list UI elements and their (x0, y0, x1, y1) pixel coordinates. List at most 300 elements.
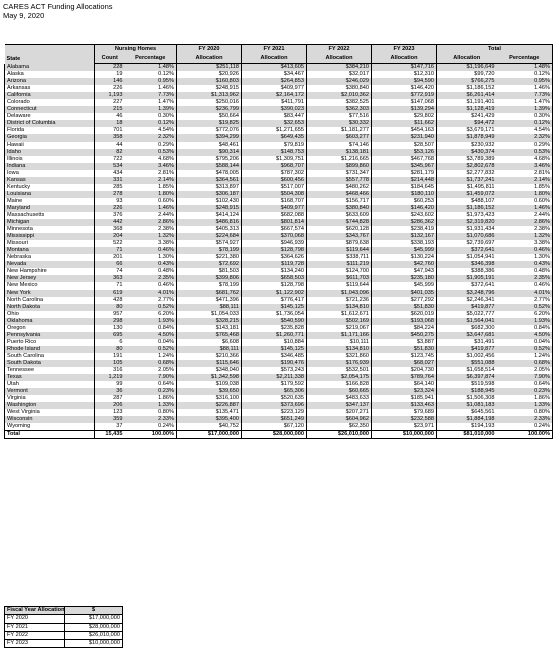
table-row (5, 92, 553, 99)
cell-fy2022: $77,516 (307, 113, 372, 120)
cell-state: Maine (5, 198, 95, 205)
table-row (5, 290, 553, 297)
cell-fy2022: $111,219 (307, 261, 372, 268)
cell-total-percentage: 0.48% (497, 268, 553, 275)
cell-fy2023: $231,940 (372, 134, 437, 141)
cell-fy2020: $224,684 (177, 233, 242, 240)
cell-fy2023: $47,943 (372, 268, 437, 275)
cell-total-allocation: $1,506,308 (466, 395, 495, 402)
cell-count: 37 (116, 423, 123, 430)
fy-label: FY 2023 (5, 640, 65, 648)
cell-count: 376 (113, 211, 123, 218)
cell-state: Hawaii (5, 142, 95, 149)
cell-count: 331 (95, 177, 125, 184)
cell-percentage: 1.47% (125, 99, 177, 106)
cell-fy2022: $380,840 (307, 205, 372, 212)
cell-total-allocation: $1,196,649 (437, 64, 497, 72)
cell-total-allocation: $1,054,941 (466, 254, 495, 261)
cell-total-percentage: 1.93% (497, 318, 553, 325)
cell-fy2022: $219,067 (307, 325, 372, 332)
cell-state: Mississippi (5, 233, 95, 240)
cell-percentage: 1.48% (125, 64, 177, 72)
cell-fy2020: $17,000,000 (177, 431, 242, 439)
cell-percentage: 0.12% (125, 120, 177, 127)
cell-percentage: 1.33% (125, 402, 177, 409)
cell-state: District of Columbia (5, 120, 95, 127)
cell-count: 695 (95, 332, 125, 339)
cell-count: 201 (113, 254, 123, 261)
cell-fy2021: $787,302 (242, 170, 307, 177)
cell-state: Texas (5, 374, 95, 381)
cell-fy2021: $411,791 (242, 99, 307, 106)
cell-fy2020: $316,100 (177, 395, 242, 402)
cell-total-allocation: $488,107 (471, 197, 495, 204)
cell-fy2021: $145,125 (242, 346, 307, 353)
cell-fy2021: $682,088 (242, 212, 307, 219)
cell-fy2023: $401,035 (372, 290, 437, 297)
cell-fy2020: $313,897 (177, 184, 242, 191)
cell-fy2022: $604,962 (307, 416, 372, 423)
fy-table-currency-header: $ (65, 607, 123, 615)
cell-total-percentage: 1.48% (497, 64, 553, 72)
cell-state: Montana (5, 247, 95, 254)
cell-count: 93 (116, 197, 123, 204)
cell-state: Alaska (5, 71, 95, 78)
cell-state: Virginia (5, 395, 95, 402)
cell-fy2022: $156,717 (307, 198, 372, 205)
cell-count: 442 (95, 219, 125, 226)
cell-percentage: 1.85% (125, 184, 177, 191)
cell-fy2023: $281,179 (372, 170, 437, 177)
cell-fy2022: $124,700 (307, 268, 372, 275)
column-header-fy2023-allocation: Allocation (372, 54, 437, 64)
cell-count: 105 (95, 360, 125, 367)
cell-total-percentage: 1.85% (497, 184, 553, 191)
column-header-state: State (5, 45, 95, 64)
cell-fy2021: $79,819 (242, 142, 307, 149)
cell-fy2022: $633,609 (307, 212, 372, 219)
cell-percentage: 0.52% (125, 304, 177, 311)
cell-total-allocation: $81,010,000 (437, 431, 497, 439)
column-header-total-allocation: Allocation (437, 54, 497, 64)
cell-fy2021: $776,417 (242, 297, 307, 304)
cell-percentage: 7.90% (125, 374, 177, 381)
cell-fy2020: $210,366 (177, 353, 242, 360)
cell-total-percentage: 2.33% (497, 416, 553, 423)
cell-total-percentage: 0.84% (497, 325, 553, 332)
cell-fy2020: $236,799 (177, 106, 242, 113)
report-header (3, 2, 113, 20)
cell-total-allocation: $188,945 (437, 388, 497, 395)
cell-fy2023: $146,420 (372, 205, 437, 212)
column-group-total: Total (437, 45, 553, 55)
cell-count: 428 (113, 296, 123, 303)
cell-fy2023: $23,971 (372, 423, 437, 431)
cell-fy2023: $132,167 (372, 233, 437, 240)
cell-percentage: 0.29% (125, 142, 177, 149)
column-header-fy2021: FY 2021 (242, 45, 307, 55)
cell-state: Illinois (5, 156, 95, 163)
cell-fy2020: $88,111 (177, 346, 242, 353)
table-row (5, 275, 553, 282)
cell-total-allocation: $3,789,389 (466, 155, 495, 162)
cell-state: Nebraska (5, 254, 95, 261)
cell-fy2023: $193,068 (372, 318, 437, 325)
cell-fy2021: $1,309,751 (242, 156, 307, 163)
cell-fy2021: $235,828 (242, 325, 307, 332)
cell-count: 6 (119, 338, 123, 345)
fy-table-row (5, 640, 123, 648)
cell-state: Oklahoma (5, 318, 95, 325)
cell-fy2023: $45,999 (372, 247, 437, 254)
cell-state: Michigan (5, 219, 95, 226)
cell-fy2021: $145,125 (242, 304, 307, 311)
cell-state: Ohio (5, 311, 95, 318)
cell-percentage: 7.73% (125, 92, 177, 99)
cell-count: 46 (116, 113, 123, 120)
cell-total-percentage: 0.30% (497, 113, 553, 120)
cell-total-percentage: 2.38% (497, 226, 553, 233)
cell-fy2023: $45,999 (372, 282, 437, 289)
cell-total-allocation: $94,472 (437, 120, 497, 127)
cell-fy2023: $23,324 (372, 388, 437, 395)
table-row (5, 374, 553, 381)
cell-fy2023: $64,140 (372, 381, 437, 388)
cell-fy2020: $795,206 (177, 156, 242, 163)
cell-fy2023: $133,463 (372, 402, 437, 409)
cell-state: Oregon (5, 325, 95, 332)
cell-total-allocation: $1,128,419 (437, 106, 497, 113)
cell-count: 522 (113, 240, 123, 247)
cell-percentage: 2.81% (125, 170, 177, 177)
cell-total-allocation: $1,186,152 (437, 205, 497, 212)
cell-fy2020: $471,396 (177, 297, 242, 304)
column-header-fy2022-allocation: Allocation (307, 54, 372, 64)
cell-fy2023: $3,887 (372, 339, 437, 346)
cell-fy2023: $243,602 (372, 212, 437, 219)
table-row (5, 254, 553, 261)
cell-fy2023: $147,716 (372, 64, 437, 72)
cell-state: Rhode Island (5, 346, 95, 353)
cell-total-allocation: $1,081,183 (437, 402, 497, 409)
cell-fy2021: $83,447 (242, 113, 307, 120)
cell-fy2022: $532,501 (307, 367, 372, 374)
cell-count: 215 (95, 106, 125, 113)
cell-total-percentage: 0.23% (497, 388, 553, 395)
cell-total-percentage: 0.52% (497, 304, 553, 311)
column-header-fy2021-allocation: Allocation (242, 54, 307, 64)
cell-fy2021: $134,240 (242, 268, 307, 275)
cell-percentage: 2.44% (125, 212, 177, 219)
cell-total-percentage: 7.90% (497, 374, 553, 381)
cell-total-percentage: 1.32% (497, 233, 553, 240)
cell-fy2023: $146,420 (372, 85, 437, 92)
cell-total-percentage: 1.33% (497, 402, 553, 409)
cell-fy2021: $65,306 (242, 388, 307, 395)
column-header-fy2023: FY 2023 (372, 45, 437, 55)
cell-fy2020: $306,187 (177, 191, 242, 198)
cell-fy2023: $180,110 (372, 191, 437, 198)
cell-count: 44 (116, 141, 123, 148)
cell-total-allocation: $2,277,832 (466, 169, 495, 176)
cell-fy2021: $346,485 (242, 353, 307, 360)
cell-percentage: 2.38% (125, 226, 177, 233)
cell-percentage: 2.32% (125, 134, 177, 141)
table-row (5, 191, 553, 198)
cell-fy2022: $321,860 (307, 353, 372, 360)
cell-fy2021: $520,635 (242, 395, 307, 402)
cell-state: New Hampshire (5, 268, 95, 275)
column-header-total-percentage: Percentage (497, 54, 553, 64)
cell-fy2022: $362,303 (307, 106, 372, 113)
cell-fy2023: $789,764 (372, 374, 437, 381)
cell-count: 316 (113, 367, 123, 374)
cell-percentage: 2.35% (125, 275, 177, 282)
cell-total-allocation: $551,088 (437, 360, 497, 367)
cell-fy2020: $348,040 (177, 367, 242, 374)
cell-fy2022: $611,703 (307, 275, 372, 282)
table-row (5, 71, 553, 78)
cell-fy2021: $409,977 (242, 205, 307, 212)
cell-total-percentage: 1.46% (497, 205, 553, 212)
table-row (5, 85, 553, 92)
cell-fy2022: $468,466 (307, 191, 372, 198)
cell-fy2021: $168,707 (242, 198, 307, 205)
cell-fy2020: $78,199 (177, 247, 242, 254)
cell-fy2021: $128,798 (242, 282, 307, 289)
cell-fy2020: $399,806 (177, 275, 242, 282)
cell-fy2020: $72,692 (177, 261, 242, 268)
cell-fy2023: $467,768 (372, 156, 437, 163)
cell-total-allocation: $372,641 (471, 282, 495, 289)
cell-state: Florida (5, 127, 95, 134)
cell-fy2020: $1,342,598 (177, 374, 242, 381)
table-row (5, 163, 553, 170)
cell-total-percentage: 1.24% (497, 353, 553, 360)
cell-fy2020: $102,430 (177, 198, 242, 205)
cell-count: 287 (113, 395, 123, 402)
cell-total-percentage: 0.46% (497, 282, 553, 289)
table-row (5, 423, 553, 431)
table-row (5, 332, 553, 339)
cell-fy2020: $772,076 (177, 127, 242, 134)
table-row (5, 184, 553, 191)
cell-count: 15,435 (95, 431, 125, 439)
table-body (5, 64, 553, 439)
cell-count: 74 (116, 268, 123, 275)
table-row (5, 318, 553, 325)
table-row (5, 226, 553, 233)
cell-state: South Dakota (5, 360, 95, 367)
cell-state: North Dakota (5, 304, 95, 311)
cell-percentage: 0.23% (125, 388, 177, 395)
cell-state: Massachusetts (5, 212, 95, 219)
cell-fy2020: $48,461 (177, 142, 242, 149)
cell-count: 359 (95, 416, 125, 423)
table-row (5, 99, 553, 106)
cell-total-allocation: $430,374 (437, 149, 497, 156)
cell-percentage: 0.52% (125, 346, 177, 353)
cell-fy2021: $32,653 (242, 120, 307, 127)
cell-total-allocation: $1,931,434 (466, 226, 495, 233)
cell-fy2023: $10,000,000 (372, 431, 437, 439)
cell-total-percentage: 0.60% (497, 198, 553, 205)
cell-fy2022: $134,810 (307, 304, 372, 311)
cell-total-percentage: 0.29% (497, 142, 553, 149)
cell-count: 434 (113, 169, 123, 176)
cell-fy2022: $384,210 (307, 64, 372, 72)
cell-fy2021: $968,707 (242, 163, 307, 170)
cell-fy2023: $286,362 (372, 219, 437, 226)
cell-state: Pennsylvania (5, 332, 95, 339)
cell-fy2023: $185,941 (372, 395, 437, 402)
cell-fy2022: $603,277 (307, 134, 372, 141)
fy-amount: $10,000,000 (65, 640, 123, 648)
cell-fy2023: $123,745 (372, 353, 437, 360)
cell-total-allocation: $2,802,678 (437, 163, 497, 170)
cell-fy2023: $184,645 (372, 184, 437, 191)
cell-state: Missouri (5, 240, 95, 247)
table-row (5, 78, 553, 85)
cell-fy2023: $53,126 (372, 149, 437, 156)
cell-count: 123 (113, 409, 123, 416)
fy-label: FY 2022 (5, 631, 65, 639)
cell-state: West Virginia (5, 409, 95, 416)
table-row (5, 177, 553, 184)
cell-total-percentage: 3.46% (497, 163, 553, 170)
cell-fy2022: $879,638 (307, 240, 372, 247)
cell-percentage: 1.24% (125, 353, 177, 360)
cell-fy2022: $721,236 (307, 297, 372, 304)
cell-fy2021: $223,129 (242, 409, 307, 416)
table-row (5, 240, 553, 247)
cell-total-allocation: $6,397,874 (437, 374, 497, 381)
cell-fy2022: $347,137 (307, 402, 372, 409)
cell-fy2020: $135,471 (177, 409, 242, 416)
cell-percentage: 0.60% (125, 198, 177, 205)
column-header-fy2022: FY 2022 (307, 45, 372, 55)
cell-fy2023: $214,448 (372, 177, 437, 184)
cell-fy2022: $480,262 (307, 184, 372, 191)
cell-total-allocation: $519,598 (471, 381, 495, 388)
cell-fy2022: $26,010,000 (307, 431, 372, 439)
cell-fy2021: $67,120 (242, 423, 307, 431)
cell-fy2020: $226,887 (177, 402, 242, 409)
cell-state: Indiana (5, 163, 95, 170)
cell-state: Iowa (5, 170, 95, 177)
cell-total-percentage: 0.12% (497, 120, 553, 127)
cell-count: 298 (95, 318, 125, 325)
cell-fy2022: $338,711 (307, 254, 372, 261)
cell-fy2021: $34,467 (242, 71, 307, 78)
cell-count: 99 (116, 381, 123, 388)
column-header-fy2020: FY 2020 (177, 45, 242, 55)
cell-state: North Carolina (5, 297, 95, 304)
cell-percentage: 0.12% (125, 71, 177, 78)
cell-fy2021: $2,164,172 (242, 92, 307, 99)
cell-state: New York (5, 290, 95, 297)
allocation-table (4, 44, 553, 439)
cell-fy2021: $370,068 (242, 233, 307, 240)
cell-percentage: 6.20% (125, 311, 177, 318)
table-row (5, 113, 553, 120)
fy-amount: $26,010,000 (65, 631, 123, 639)
cell-total-allocation: $5,022,777 (466, 310, 495, 317)
cell-fy2022: $899,860 (307, 163, 372, 170)
cell-percentage: 0.04% (125, 339, 177, 346)
cell-total-allocation: $2,246,341 (466, 296, 495, 303)
cell-fy2021: $801,814 (242, 219, 307, 226)
cell-percentage: 0.95% (125, 78, 177, 85)
cell-percentage: 0.46% (125, 282, 177, 289)
cell-fy2020: $160,803 (177, 78, 242, 85)
cell-percentage: 0.30% (125, 113, 177, 120)
cell-state: Vermont (5, 388, 95, 395)
cell-total-allocation: $1,737,241 (437, 177, 497, 184)
table-row (5, 233, 553, 240)
cell-fy2020: $19,825 (177, 120, 242, 127)
cell-fy2020: $40,752 (177, 423, 242, 431)
cell-fy2023: $147,068 (372, 99, 437, 106)
cell-fy2020: $78,199 (177, 282, 242, 289)
cell-fy2022: $30,332 (307, 120, 372, 127)
table-row (5, 170, 553, 177)
cell-count: 228 (95, 64, 125, 72)
cell-total-percentage: 0.53% (497, 149, 553, 156)
cell-fy2021: $540,590 (242, 318, 307, 325)
cell-fy2021: $1,260,771 (242, 332, 307, 339)
cell-count: 363 (95, 275, 125, 282)
cell-total-allocation: $766,275 (437, 78, 497, 85)
cell-percentage: 2.05% (125, 367, 177, 374)
cell-total-allocation: $388,386 (471, 268, 495, 275)
cell-fy2021: $128,798 (242, 247, 307, 254)
table-row (5, 409, 553, 416)
cell-fy2022: $557,778 (307, 177, 372, 184)
cell-fy2022: $382,525 (307, 99, 372, 106)
cell-total-percentage: 2.77% (497, 297, 553, 304)
cell-fy2021: $2,211,338 (242, 374, 307, 381)
cell-total-percentage: 2.81% (497, 170, 553, 177)
fy-label: FY 2021 (5, 623, 65, 631)
cell-total-allocation: $99,720 (474, 71, 495, 78)
table-row (5, 247, 553, 254)
cell-state: Wyoming (5, 423, 95, 431)
table-row (5, 268, 553, 275)
cell-count: 278 (95, 191, 125, 198)
cell-fy2021: $504,308 (242, 191, 307, 198)
cell-percentage: 2.14% (125, 177, 177, 184)
cell-fy2023: $620,019 (372, 311, 437, 318)
cell-fy2020: $248,915 (177, 85, 242, 92)
column-group-nursing-homes: Nursing Homes (95, 45, 177, 55)
cell-total-allocation: $6,261,414 (437, 92, 497, 99)
cell-state: New Mexico (5, 282, 95, 289)
table-row (5, 381, 553, 388)
cell-percentage: 1.86% (125, 395, 177, 402)
cell-total-percentage: 2.86% (497, 219, 553, 226)
cell-total-percentage: 2.05% (497, 367, 553, 374)
cell-total-percentage: 0.80% (497, 409, 553, 416)
cell-fy2023: $79,689 (372, 409, 437, 416)
cell-total-allocation: $1,884,198 (437, 416, 497, 423)
cell-fy2021: $264,853 (242, 78, 307, 85)
cell-total-percentage: 3.38% (497, 240, 553, 247)
cell-fy2020: $81,503 (177, 268, 242, 275)
cell-total-allocation: $3,679,171 (466, 127, 495, 134)
cell-state: Idaho (5, 149, 95, 156)
cell-fy2022: $502,169 (307, 318, 372, 325)
